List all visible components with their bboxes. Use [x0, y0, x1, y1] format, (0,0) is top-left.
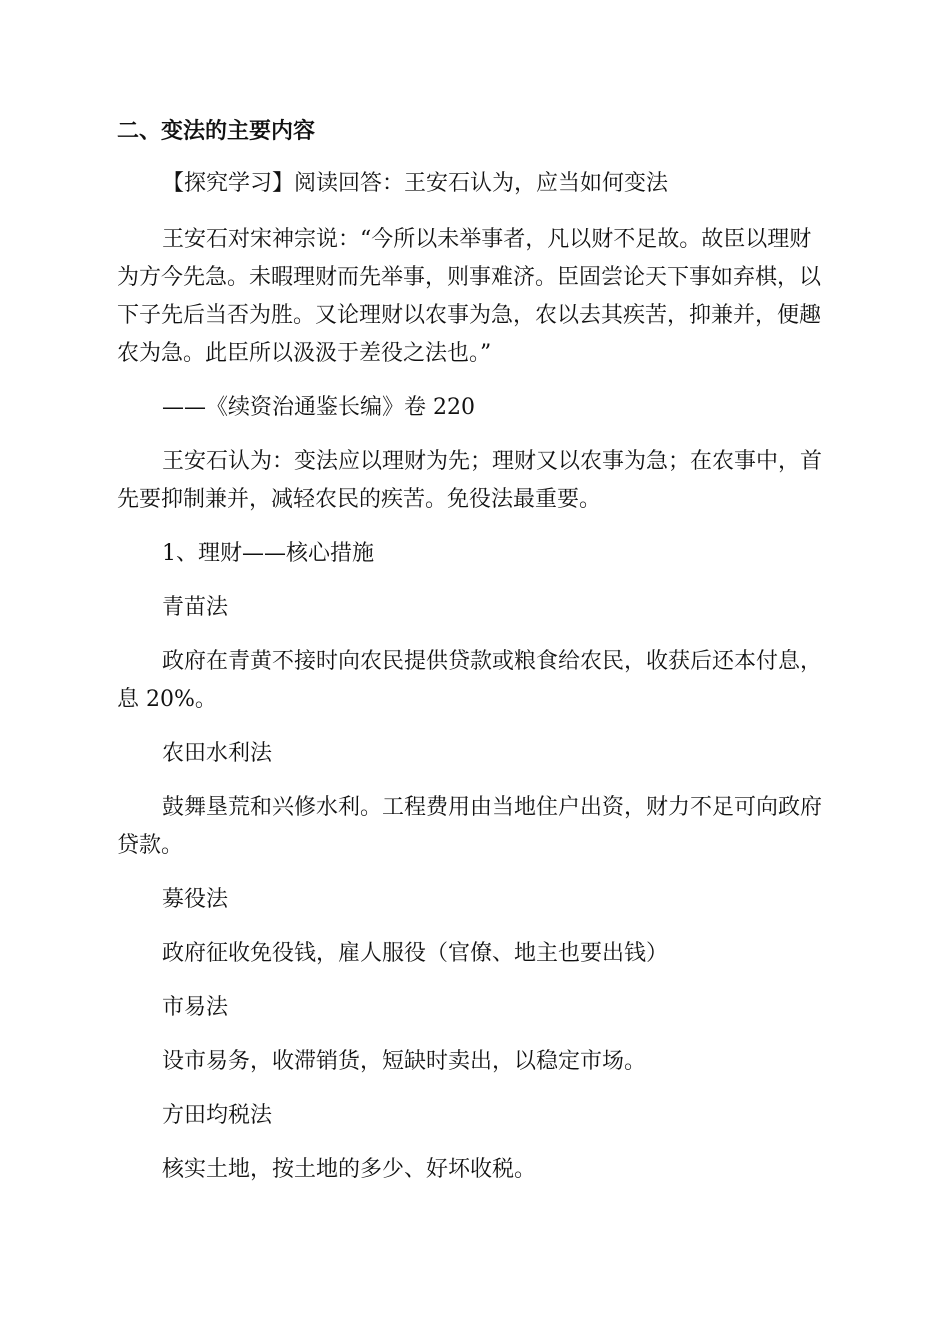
- law-desc-nongtian-1: 鼓舞垦荒和兴修水利。工程费用由当地住户出资，财力不足可向政府: [162, 795, 823, 820]
- section-heading: 二、变法的主要内容: [117, 119, 316, 144]
- law-desc-nongtian-2: 贷款。: [117, 833, 184, 858]
- law-name-shiyi: 市易法: [162, 995, 229, 1020]
- law-desc-shiyi: 设市易务，收滞销货，短缺时卖出，以稳定市场。: [162, 1049, 647, 1074]
- law-name-fangtian: 方田均税法: [162, 1103, 273, 1128]
- quote-source: ——《续资治通鉴长编》卷 220: [162, 395, 475, 420]
- inquiry-prompt: 【探究学习】阅读回答：王安石认为，应当如何变法: [162, 171, 669, 196]
- law-name-muyi: 募役法: [162, 887, 229, 912]
- conclusion-line-1: 王安石认为：变法应以理财为先；理财又以农事为急；在农事中，首: [162, 449, 823, 474]
- law-name-nongtian: 农田水利法: [162, 741, 273, 766]
- law-desc-qingmiao-1: 政府在青黄不接时向农民提供贷款或粮食给农民，收获后还本付息，: [162, 649, 823, 674]
- quote-line-1: 王安石对宋神宗说：“今所以未举事者，凡以财不足故。故臣以理财: [162, 227, 812, 252]
- quote-line-4: 农为急。此臣所以汲汲于差役之法也。”: [117, 341, 492, 366]
- subsection-title: 1、理财——核心措施: [162, 541, 374, 566]
- conclusion-line-2: 先要抑制兼并，减轻农民的疾苦。免役法最重要。: [117, 487, 602, 512]
- quote-line-2: 为方今先急。未暇理财而先举事，则事难济。臣固尝论天下事如弃棋，以: [117, 265, 822, 290]
- law-desc-fangtian: 核实土地，按土地的多少、好坏收税。: [162, 1157, 537, 1182]
- law-desc-muyi: 政府征收免役钱，雇人服役（官僚、地主也要出钱）: [162, 941, 669, 966]
- law-name-qingmiao: 青苗法: [162, 595, 229, 620]
- quote-line-3: 下子先后当否为胜。又论理财以农事为急，农以去其疾苦，抑兼并，便趣: [117, 303, 822, 328]
- law-desc-qingmiao-2: 息 20%。: [117, 687, 217, 712]
